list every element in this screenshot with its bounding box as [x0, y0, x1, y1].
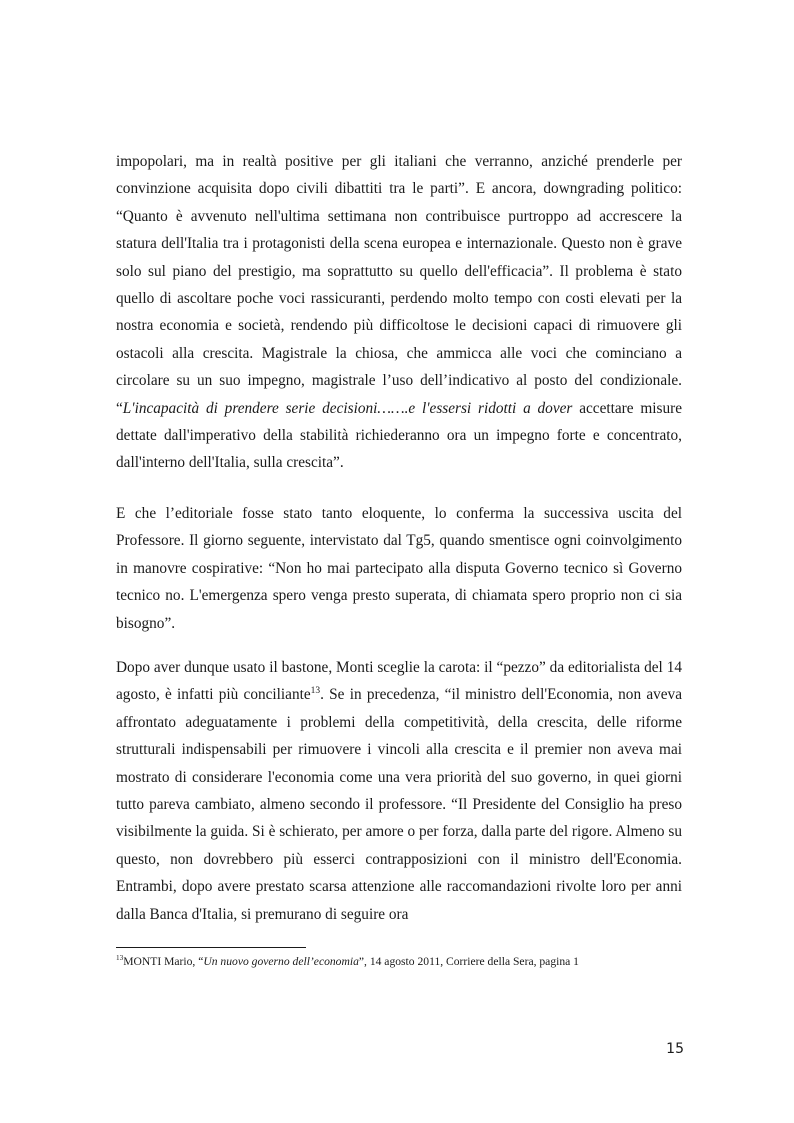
- body-paragraph-2: E che l’editoriale fosse stato tanto eloquente, lo conferma la successiva uscita del Professore. Il giorno seguente, intervistato dal Tg5, quando smentisce ogni coinvolgimento in manovre cospirative: “Non ho mai partecipato alla disputa Governo tecnico sì Governo tecnico no. L'emergenza spero venga presto superata, di chiamata spero proprio non ci sia bisogno”.: [116, 505, 682, 632]
- footnote-source: ”, 14 agosto 2011, Corriere della Sera, pagina 1: [358, 955, 579, 968]
- footnote-title: Un nuovo governo dell’economia: [203, 955, 359, 968]
- page-number: 15: [666, 1041, 684, 1057]
- body-paragraph-1: [116, 148, 682, 477]
- footnote-reference: 13: [310, 686, 321, 697]
- italic-quote: L'incapacità di prendere serie decisioni…….e l'essersi ridotti a dover: [122, 399, 573, 417]
- footnote-author: MONTI Mario, “: [123, 955, 204, 968]
- footnote: [116, 954, 682, 970]
- paragraph-1-text: impopolari, ma in realtà positive per gli italiani che verranno, anziché prenderle per convinzione acquisita dopo civili dibattiti tra le parti”. E ancora, downgrading politico: “Quanto è avvenuto nell'ultima settimana non contribuisce purtroppo ad accrescere la statura dell'Italia tra i protagonisti della scena europea e internazionale. Questo non è grave solo sul piano del prestigio, ma soprattutto su quello dell'efficacia”. Il problema è stato quello di ascoltare poche voci rassicuranti, perdendo molto tempo con costi elevati per la nostra economia e società, rendendo più difficoltose le decisioni capaci di rimuovere gli ostacoli alla crescita. Magistrale la chiosa, che ammicca alle voci che cominciano a circolare su un suo impegno, magistrale l’uso dell’indicativo al posto del condizionale. “: [116, 153, 682, 417]
- paragraph-3-text: Dopo aver dunque usato il bastone, Monti sceglie la carota: il “pezzo” da editorialista del 14 agosto, è infatti più conciliante: [116, 659, 682, 704]
- paragraph-3-text-end: . Se in precedenza, “il ministro dell'Economia, non aveva affrontato adeguatamente i problemi della competitività, della crescita, delle riforme strutturali indispensabili per rimuovere i vincoli alla crescita e il premier non aveva mai mostrato di considerare l'economia come una vera priorità del suo governo, in quei giorni tutto pareva cambiato, almeno secondo il professore. “Il Presidente del Consiglio ha preso visibilmente la guida. Si è schierato, per amore o per forza, dalla parte del rigore. Almeno su questo, non dovrebbero più esserci contrapposizioni con il ministro dell'Economia. Entrambi, dopo avere prestato scarsa attenzione alle raccomandazioni rivolte loro per anni dalla Banca d'Italia, si premurano di seguire ora: [116, 686, 682, 923]
- paragraph-1-text-end: accettare misure dettate dall'imperativo della stabilità richiederanno ora un impegno forte e concentrato, dall'interno dell'Italia, sulla crescita”.: [116, 399, 682, 472]
- footnote-number: 13: [116, 954, 124, 963]
- footnote-separator: [116, 947, 306, 948]
- body-paragraph-3: [116, 654, 682, 928]
